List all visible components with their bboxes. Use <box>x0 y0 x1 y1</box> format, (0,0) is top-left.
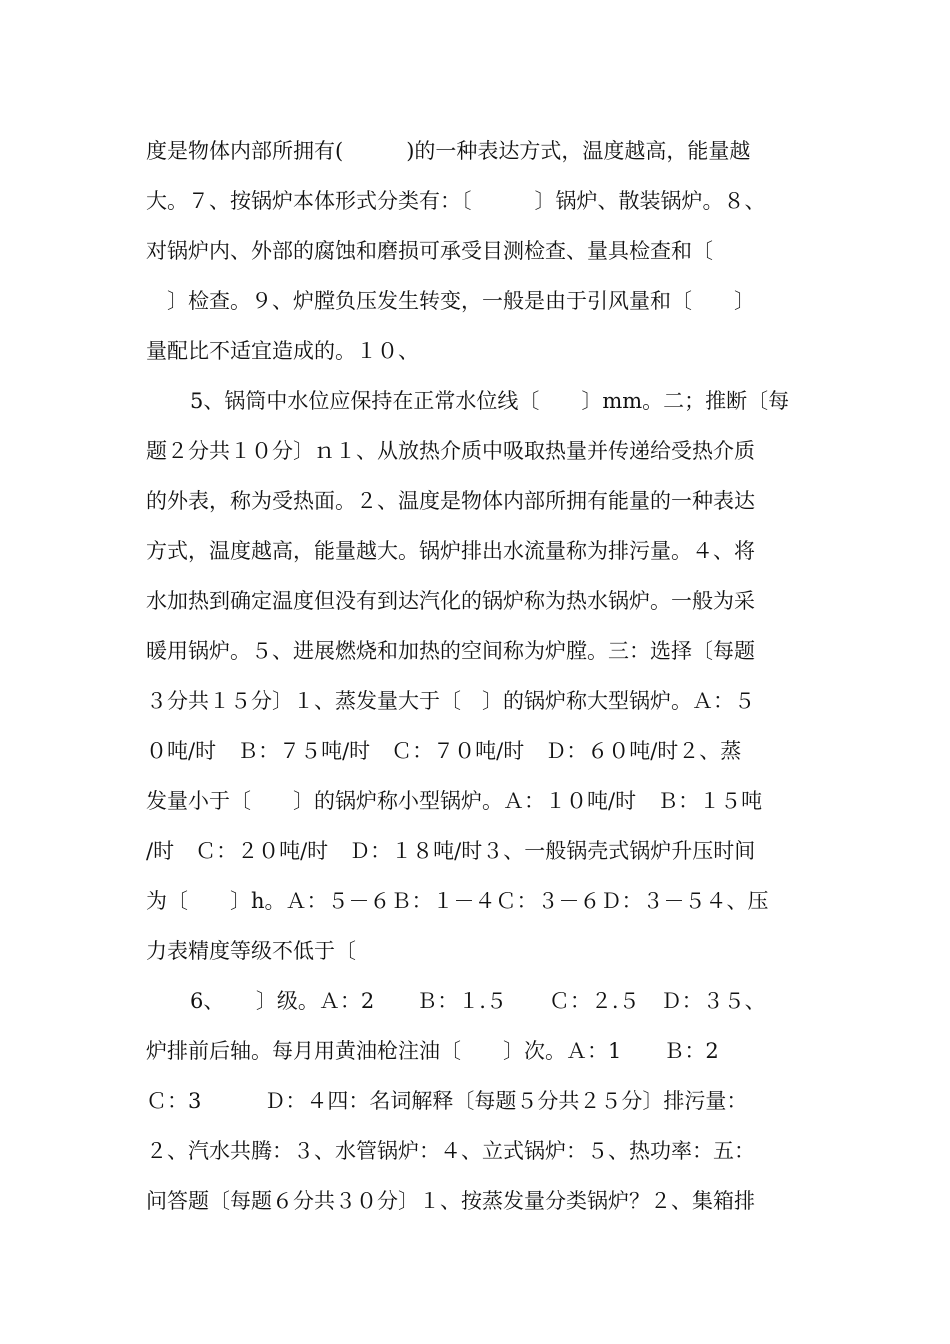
text-line: 题２分共１０分〕ｎ１、从放热介质中吸取热量并传递给受热介质 <box>146 439 755 463</box>
text-line: 发量小于〔 〕的锅炉称小型锅炉。Ａ：１０吨/时 Ｂ：１５吨 <box>146 789 763 813</box>
text-line: 方式，温度越高，能量越大。锅炉排出水流量称为排污量。４、将 <box>146 539 755 563</box>
text-line: 度是物体内部所拥有( )的一种表达方式，温度越高，能量越 <box>146 139 751 163</box>
text-line: 大。７、按锅炉本体形式分类有：〔 〕锅炉、散装锅炉。８、 <box>146 189 766 213</box>
text-line: 的外表，称为受热面。２、温度是物体内部所拥有能量的一种表达 <box>146 489 755 513</box>
text-line: 为〔 〕h。Ａ：５－６Ｂ：１－４Ｃ：３－６Ｄ：３－５４、压 <box>146 889 769 913</box>
text-line: 问答题〔每题６分共３０分〕１、按蒸发量分类锅炉？２、集箱排 <box>146 1189 755 1213</box>
text-line: 暖用锅炉。５、进展燃烧和加热的空间称为炉膛。三：选择〔每题 <box>146 639 755 663</box>
text-line: ２、汽水共腾：３、水管锅炉：４、立式锅炉：５、热功率：五： <box>146 1139 755 1163</box>
text-line: 对锅炉内、外部的腐蚀和磨损可承受目测检查、量具检查和〔 <box>146 239 713 263</box>
text-line: 炉排前后轴。每月用黄油枪注油〔 〕次。Ａ：1 Ｂ：2 <box>146 1039 719 1063</box>
text-line: 量配比不适宜造成的。１０、 <box>146 339 419 363</box>
text-line: Ｃ：3 Ｄ：４四：名词解释〔每题５分共２５分〕排污量： <box>146 1089 748 1113</box>
text-line: 力表精度等级不低于〔 <box>146 939 356 963</box>
text-line: ０吨/时 Ｂ：７５吨/时 Ｃ：７０吨/时 Ｄ：６０吨/时２、蒸 <box>146 739 742 763</box>
text-line: 〕检查。９、炉膛负压发生转变，一般是由于引风量和〔 〕 <box>146 289 755 313</box>
text-line: /时 Ｃ：２０吨/时 Ｄ：１８吨/时３、一般锅壳式锅炉升压时间 <box>146 839 756 863</box>
text-line: 水加热到确定温度但没有到达汽化的锅炉称为热水锅炉。一般为采 <box>146 589 755 613</box>
text-line: 6、 〕级。Ａ：2 Ｂ：１.５ Ｃ：２.５ Ｄ：３５、 <box>190 989 766 1013</box>
text-line: 5、锅筒中水位应保持在正常水位线〔 〕mm。二；推断〔每 <box>190 389 790 413</box>
text-line: ３分共１５分〕１、蒸发量大于〔 〕的锅炉称大型锅炉。Ａ：５ <box>146 689 755 713</box>
